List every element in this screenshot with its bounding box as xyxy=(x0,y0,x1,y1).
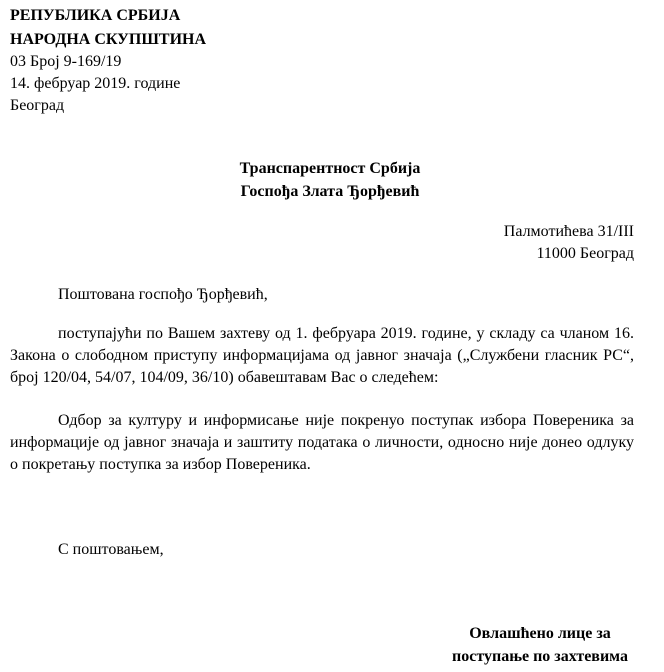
header-assembly: НАРОДНА СКУПШТИНА xyxy=(10,31,207,48)
salutation: Поштована госпођо Ђорђевић, xyxy=(58,286,268,303)
body-paragraph-2: Одбор за културу и информисање није покренуо поступак избора Повереника за информације од јавног значаја и заштиту података о личности, односно није донео одлуку о покретању поступка за избор Повереника. xyxy=(10,412,634,473)
document-number: 03 Број 9-169/19 xyxy=(10,53,122,70)
signer-title-line-2: поступање по захтевима xyxy=(452,648,628,665)
recipient-postal-city: 11000 Београд xyxy=(536,245,634,262)
signer-title-line-1: Овлашћено лице за xyxy=(469,625,611,642)
document-city: Београд xyxy=(10,97,65,114)
recipient-organization: Транспарентност Србија xyxy=(239,160,421,177)
recipient-street: Палмотићева 31/III xyxy=(503,223,634,240)
closing-regards: С поштовањем, xyxy=(58,541,164,558)
recipient-person: Госпођа Злата Ђорђевић xyxy=(240,183,420,200)
header-republic: РЕПУБЛИКА СРБИЈА xyxy=(10,7,181,24)
document-date: 14. фебруар 2019. године xyxy=(10,75,181,92)
body-paragraph-1: поступајући по Вашем захтеву од 1. фебруара 2019. године, у складу са чланом 16. Закона о слободном приступу информацијама од јавног значаја („Службени гласник РС“, број 120/04, 54/07, 104/09, 36/10) обавештавам Вас о следећем: xyxy=(10,325,634,386)
